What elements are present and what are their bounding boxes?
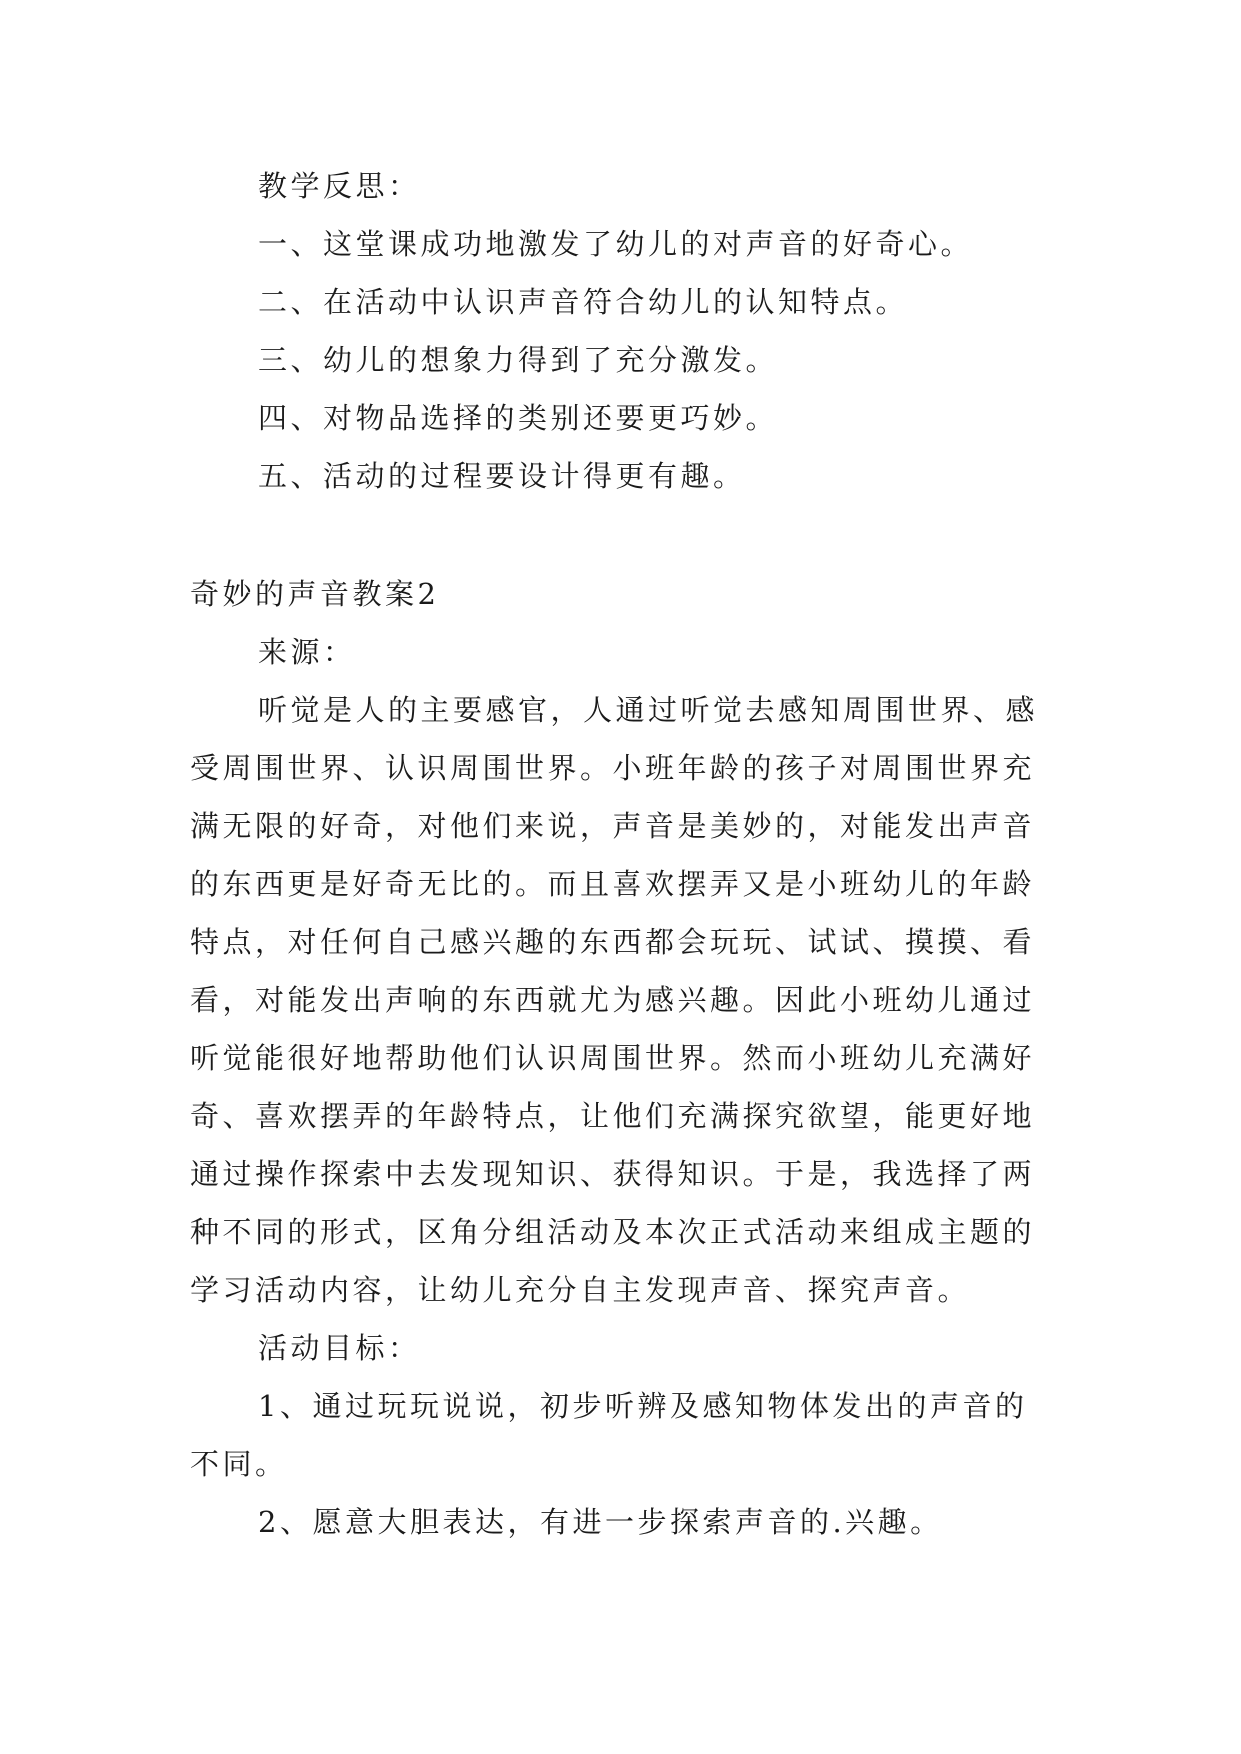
source-paragraph-line: 满无限的好奇，对他们来说，声音是美妙的，对能发出声音 [190,809,1036,843]
reflection-item-2: 二、在活动中认识声音符合幼儿的认知特点。 [258,285,909,319]
source-paragraph-line: 学习活动内容，让幼儿充分自主发现声音、探究声音。 [190,1273,971,1307]
section-title: 奇妙的声音教案2 [190,577,440,611]
source-paragraph-line: 通过操作探索中去发现知识、获得知识。于是，我选择了两 [190,1157,1036,1191]
source-paragraph-line: 看，对能发出声响的东西就尤为感兴趣。因此小班幼儿通过 [190,983,1036,1017]
reflection-heading: 教学反思： [258,169,421,203]
reflection-item-4: 四、对物品选择的类别还要更巧妙。 [258,401,779,435]
source-paragraph-line: 听觉是人的主要感官，人通过听觉去感知周围世界、感 [258,693,1039,727]
source-paragraph-line: 奇、喜欢摆弄的年龄特点，让他们充满探究欲望，能更好地 [190,1099,1036,1133]
source-paragraph-line: 特点，对任何自己感兴趣的东西都会玩玩、试试、摸摸、看 [190,925,1036,959]
source-paragraph-line: 种不同的形式，区角分组活动及本次正式活动来组成主题的 [190,1215,1036,1249]
source-paragraph-line: 的东西更是好奇无比的。而且喜欢摆弄又是小班幼儿的年龄 [190,867,1036,901]
reflection-item-5: 五、活动的过程要设计得更有趣。 [258,459,746,493]
source-paragraph-line: 听觉能很好地帮助他们认识周围世界。然而小班幼儿充满好 [190,1041,1036,1075]
source-paragraph-line: 受周围世界、认识周围世界。小班年龄的孩子对周围世界充 [190,751,1036,785]
goal-2: 2、愿意大胆表达，有进一步探索声音的.兴趣。 [258,1505,943,1539]
reflection-item-1: 一、这堂课成功地激发了幼儿的对声音的好奇心。 [258,227,974,261]
source-label: 来源： [258,635,356,669]
goals-label: 活动目标： [258,1331,421,1365]
goal-1-line: 1、通过玩玩说说，初步听辨及感知物体发出的声音的 [258,1389,1028,1423]
reflection-item-3: 三、幼儿的想象力得到了充分激发。 [258,343,779,377]
goal-1-line: 不同。 [190,1447,288,1481]
